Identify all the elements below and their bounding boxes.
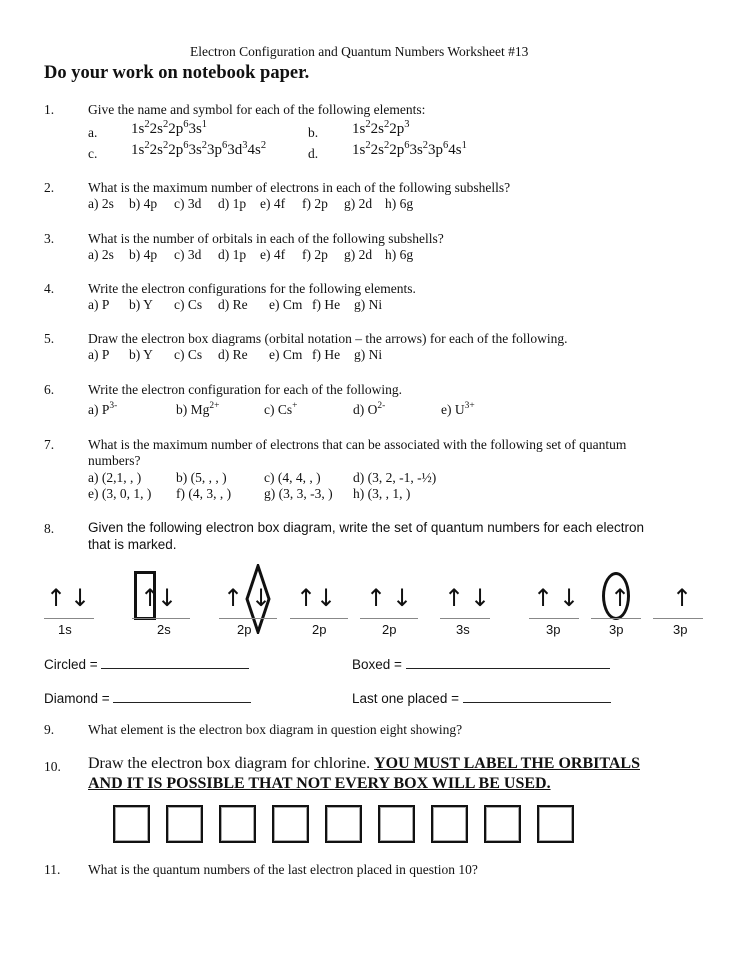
question-8-text-line1: Given the following electron box diagram, write the set of quantum numbers for each electron: [88, 520, 645, 535]
subshell-term: $2s^2$: [370, 119, 390, 137]
orbital-line: [219, 618, 277, 619]
q1-item-a-config: [131, 121, 207, 138]
subshell-term: $1s^2$: [131, 140, 150, 158]
orbital-box[interactable]: [272, 805, 309, 843]
question-7-text-line2: numbers?: [88, 453, 141, 468]
orbital-2s: [132, 586, 190, 636]
subshell-option: e) 4f: [260, 196, 286, 211]
ion-charge: 2+: [209, 401, 220, 411]
orbital-box[interactable]: [325, 805, 362, 843]
orbital-box[interactable]: [113, 805, 150, 843]
spin-up-arrow: ↑: [672, 584, 693, 612]
orbital-line: [290, 618, 348, 619]
spin-down-arrow: ↓: [251, 584, 272, 612]
question-3-text: What is the number of orbitals in each of the following subshells?: [88, 231, 444, 246]
orbital-label: 3s: [456, 622, 470, 637]
q6-ion-d: d) $O^{2-}$: [353, 401, 386, 417]
subshell-option: a) P: [88, 347, 110, 362]
q7-option-a: a) (2,1, , ): [88, 470, 142, 485]
spin-down-arrow: ↓: [157, 584, 178, 612]
orbital-line: [360, 618, 418, 619]
q7-option-f: f) (4, 3, , ): [176, 486, 232, 501]
orbital-3p-1: [529, 586, 579, 636]
spin-down-arrow: ↓: [559, 584, 580, 612]
question-10-text: Draw the electron box diagram for chlorine.: [88, 755, 375, 772]
subshell-option: h) 6g: [385, 247, 414, 262]
question-5-text: Draw the electron box diagrams (orbital notation – the arrows) for each of the following.: [88, 331, 568, 346]
electron-count: 3: [242, 140, 248, 151]
subshell-option: e) 4f: [260, 247, 286, 262]
q7-option-e: e) (3, 0, 1, ): [88, 486, 152, 501]
orbital-3p-2: [591, 586, 641, 636]
orbital-line: [44, 618, 94, 619]
subshell-option: b) 4p: [129, 247, 158, 262]
electron-count: 2: [144, 119, 150, 130]
q7-option-g: g) (3, 3, -3, ): [264, 486, 333, 501]
orbital-line: [591, 618, 641, 619]
subshell-option: b) Y: [129, 347, 153, 362]
electron-count: 1: [461, 140, 467, 151]
spin-up-arrow: ↑: [366, 584, 387, 612]
diamond-answer-blank[interactable]: [113, 690, 251, 703]
spin-up-arrow: ↑: [444, 584, 465, 612]
spin-up-arrow: ↑: [296, 584, 317, 612]
orbital-2p-3: [360, 586, 418, 636]
subshell-option: c) 3d: [174, 196, 202, 211]
spin-down-arrow: ↓: [392, 584, 413, 612]
electron-count: 6: [183, 119, 189, 130]
ion-charge: 3-: [109, 401, 118, 411]
last-placed-answer-blank[interactable]: [463, 690, 611, 703]
diamond-answer-field[interactable]: [44, 690, 251, 706]
q6-ion-b: b) $Mg^{2+}$: [176, 401, 220, 417]
orbital-line: [653, 618, 703, 619]
q1-item-c-config: [131, 142, 266, 159]
subshell-option: b) Y: [129, 297, 153, 312]
q7-option-d: d) (3, 2, -1, -½): [353, 470, 437, 485]
subshell-term: $2p^6$: [168, 140, 189, 158]
electron-count: 2: [162, 140, 169, 151]
subshell-term: $3s^2$: [188, 140, 208, 158]
orbital-label: 3p: [546, 622, 561, 637]
last-placed-answer-field[interactable]: [352, 690, 611, 706]
boxed-answer-label: Boxed =: [352, 657, 402, 672]
subshell-option: e) Cm: [269, 297, 303, 312]
question-7-text-line1: What is the maximum number of electrons that can be associated with the following set of quantum: [88, 437, 627, 452]
q6-ion-c: c) Cs+: [264, 401, 298, 417]
orbital-label: 3p: [673, 622, 688, 637]
electron-count: 3: [404, 119, 410, 130]
question-10-emphasis-line1: YOU MUST LABEL THE ORBITALS: [374, 755, 640, 772]
orbital-box[interactable]: [219, 805, 256, 843]
subshell-option: e) Cm: [269, 347, 303, 362]
subshell-option: d) 1p: [218, 196, 247, 211]
subshell-term: $1s^2$: [131, 119, 150, 137]
question-9-text: What element is the electron box diagram in question eight showing?: [88, 722, 463, 737]
question-3-number: 3.: [44, 231, 55, 246]
subshell-option: g) Ni: [354, 297, 383, 312]
subshell-term: $2p^6$: [389, 140, 410, 158]
electron-count: 6: [183, 140, 189, 151]
subshell-term: $2p^3$: [389, 119, 410, 137]
ion-charge: 2-: [377, 401, 386, 411]
subshell-term: $2s^2$: [370, 140, 390, 158]
q7-option-h: h) (3, , 1, ): [353, 486, 411, 501]
question-11-text: What is the quantum numbers of the last electron placed in question 10?: [88, 862, 478, 877]
subshell-term: $4s^1$: [448, 140, 467, 158]
subshell-option: f) 2p: [302, 247, 328, 262]
subshell-term: $3p^6$: [207, 140, 228, 158]
q6-ion-e: e) $U^{3+}$: [441, 401, 475, 417]
question-11-number: 11.: [44, 862, 61, 877]
subshell-term: $2s^2$: [149, 119, 169, 137]
subshell-option: f) He: [312, 297, 341, 312]
question-5-number: 5.: [44, 331, 55, 346]
last-placed-answer-label: Last one placed =: [352, 691, 459, 706]
spin-down-arrow: ↓: [316, 584, 337, 612]
electron-count: 2: [422, 140, 429, 151]
spin-up-arrow: ↑: [610, 584, 631, 612]
boxed-electron-marker: [134, 571, 156, 620]
subshell-option: a) 2s: [88, 196, 114, 211]
spin-up-arrow: ↑: [533, 584, 554, 612]
boxed-answer-field[interactable]: [352, 656, 610, 672]
subshell-option: g) Ni: [354, 347, 383, 362]
orbital-box[interactable]: [537, 805, 574, 843]
instruction-notice: Do your work on notebook paper.: [44, 63, 310, 83]
question-4-text: Write the electron configurations for the following elements.: [88, 281, 416, 296]
orbital-3s: [440, 586, 490, 636]
subshell-option: g) 2d: [344, 196, 373, 211]
electron-count: 2: [365, 119, 371, 130]
subshell-option: h) 6g: [385, 196, 414, 211]
subshell-option: c) 3d: [174, 247, 202, 262]
orbital-label: 2s: [157, 622, 171, 637]
orbital-3p-3: [653, 586, 703, 636]
orbital-box[interactable]: [378, 805, 415, 843]
q7-option-b: b) (5, , , ): [176, 470, 227, 485]
spin-down-arrow: ↓: [470, 584, 491, 612]
electron-count: 2: [201, 140, 208, 151]
subshell-option: c) Cs: [174, 347, 203, 362]
question-9-number: 9.: [44, 722, 55, 737]
orbital-box[interactable]: [431, 805, 468, 843]
orbital-2p-2: [290, 586, 348, 636]
electron-count: 2: [383, 119, 390, 130]
subshell-option: d) 1p: [218, 247, 247, 262]
subshell-option: b) 4p: [129, 196, 158, 211]
electron-count: 2: [162, 119, 169, 130]
ion-charge: +: [292, 401, 298, 411]
subshell-term: $3s^2$: [409, 140, 429, 158]
circled-answer-field[interactable]: [44, 656, 249, 672]
subshell-term: $3s^1$: [188, 119, 208, 137]
orbital-box[interactable]: [166, 805, 203, 843]
question-10-number: 10.: [44, 759, 61, 774]
subshell-term: $4s^2$: [247, 140, 267, 158]
q1-item-b-config: [352, 121, 409, 138]
q7-option-c: c) (4, 4, , ): [264, 470, 321, 485]
subshell-option: c) Cs: [174, 297, 203, 312]
subshell-option: d) Re: [218, 347, 248, 362]
circled-answer-label: Circled =: [44, 657, 98, 672]
question-4-number: 4.: [44, 281, 55, 296]
q6-ion-a: a) $P^{3-}$: [88, 401, 118, 417]
orbital-label: 2p: [237, 622, 252, 637]
orbital-label: 2p: [382, 622, 397, 637]
subshell-term: $3p^6$: [428, 140, 449, 158]
subshell-option: f) He: [312, 347, 341, 362]
orbital-line: [440, 618, 490, 619]
orbital-label: 1s: [58, 622, 72, 637]
orbital-box[interactable]: [484, 805, 521, 843]
electron-count: 6: [443, 140, 449, 151]
subshell-term: $2p^6$: [168, 119, 189, 137]
worksheet-title: Electron Configuration and Quantum Numbers Worksheet #13: [190, 44, 529, 59]
q1-item-d-letter: d.: [308, 146, 319, 161]
spin-down-arrow: ↓: [70, 584, 91, 612]
orbital-line: [529, 618, 579, 619]
question-8-text-line2: that is marked.: [88, 537, 177, 552]
spin-up-arrow: ↑: [140, 584, 161, 612]
diamond-answer-label: Diamond =: [44, 691, 110, 706]
electron-count: 1: [201, 119, 208, 130]
subshell-option: d) Re: [218, 297, 248, 312]
boxed-answer-blank[interactable]: [406, 656, 610, 669]
orbital-label: 3p: [609, 622, 624, 637]
circled-answer-blank[interactable]: [101, 656, 249, 669]
q1-item-b-letter: b.: [308, 125, 319, 140]
q1-item-d-config: [352, 142, 467, 159]
subshell-option: a) 2s: [88, 247, 114, 262]
subshell-option: g) 2d: [344, 247, 373, 262]
subshell-term: $1s^2$: [352, 119, 371, 137]
electron-count: 2: [383, 140, 390, 151]
circled-electron-marker: [602, 572, 630, 620]
subshell-term: $2s^2$: [149, 140, 169, 158]
electron-count: 2: [365, 140, 371, 151]
electron-count: 6: [404, 140, 410, 151]
electron-count: 6: [222, 140, 228, 151]
q1-item-c-letter: c.: [88, 146, 98, 161]
subshell-option: a) P: [88, 297, 110, 312]
question-7-number: 7.: [44, 437, 55, 452]
question-2-text: What is the maximum number of electrons in each of the following subshells?: [88, 180, 511, 195]
orbital-2p-1: [219, 586, 277, 636]
question-6-number: 6.: [44, 382, 55, 397]
electron-count: 2: [260, 140, 267, 151]
spin-up-arrow: ↑: [223, 584, 244, 612]
q1-item-a-letter: a.: [88, 125, 98, 140]
orbital-line: [132, 618, 190, 619]
question-6-text: Write the electron configuration for each of the following.: [88, 382, 402, 397]
question-10-emphasis-line2: AND IT IS POSSIBLE THAT NOT EVERY BOX WILL BE USED.: [88, 775, 551, 792]
question-8-number: 8.: [44, 521, 55, 536]
spin-up-arrow: ↑: [46, 584, 67, 612]
ion-charge: 3+: [464, 401, 475, 411]
subshell-term: $1s^2$: [352, 140, 371, 158]
subshell-term: $3d^3$: [227, 140, 248, 158]
question-10-text-line2: [88, 775, 551, 793]
electron-count: 2: [144, 140, 150, 151]
orbital-label: 2p: [312, 622, 327, 637]
question-10-text-line1: [88, 755, 640, 773]
question-1-text: Give the name and symbol for each of the following elements:: [88, 102, 426, 117]
orbital-1s: [44, 586, 94, 636]
question-2-number: 2.: [44, 180, 55, 195]
subshell-option: f) 2p: [302, 196, 328, 211]
question-1-number: 1.: [44, 102, 55, 117]
